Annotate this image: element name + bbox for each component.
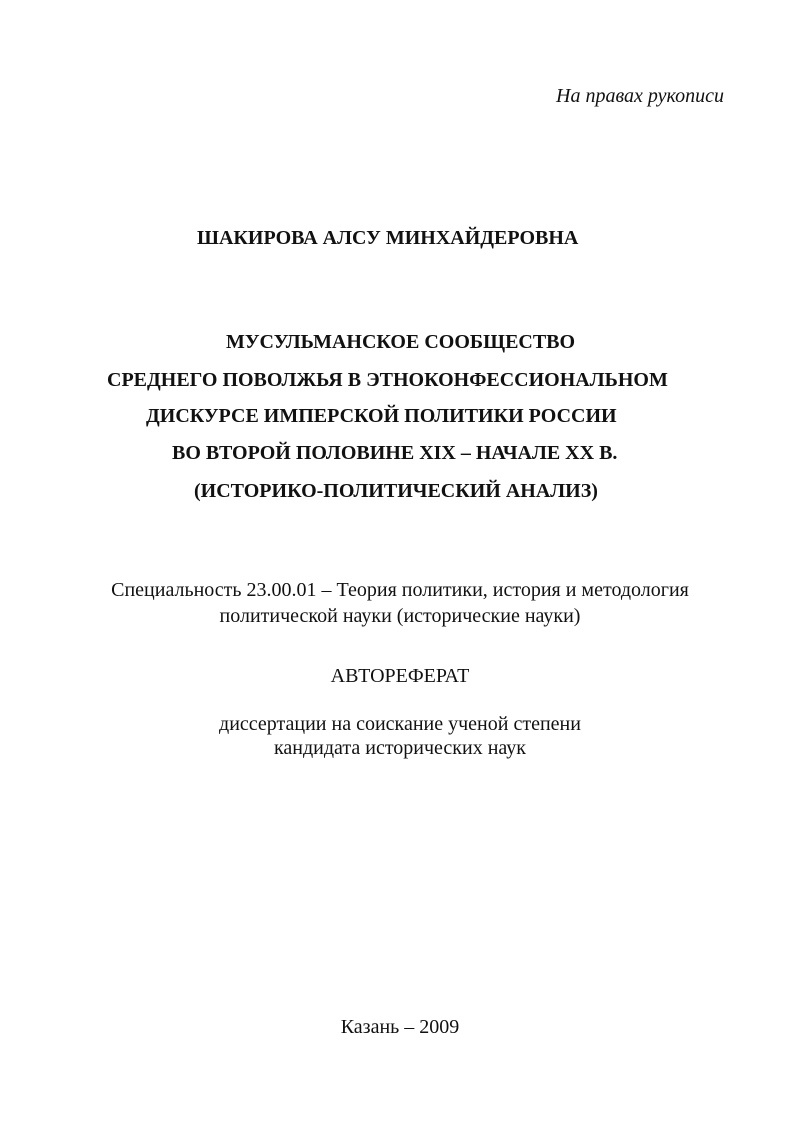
title-line-4-text: ВО ВТОРОЙ ПОЛОВИНЕ XIX – НАЧАЛЕ XX В. — [172, 442, 618, 464]
title-line-2-text: СРЕДНЕГО ПОВОЛЖЬЯ В ЭТНОКОНФЕССИОНАЛЬНОМ — [107, 369, 668, 391]
degree-line-1: диссертации на соискание ученой степени — [219, 713, 581, 735]
specialty-line-2: политической науки (исторические науки) — [219, 605, 581, 627]
rights-note: На правах рукописи — [556, 85, 724, 107]
specialty-line-1: Специальность 23.00.01 – Теория политики, история и методология — [111, 579, 689, 601]
title-line-5-text: (ИСТОРИКО-ПОЛИТИЧЕСКИЙ АНАЛИЗ) — [194, 480, 598, 502]
city-year: Казань – 2009 — [340, 1016, 460, 1038]
author-name: ШАКИРОВА АЛСУ МИНХАЙДЕРОВНА — [197, 227, 579, 249]
document-type: АВТОРЕФЕРАТ — [330, 665, 470, 687]
title-line-1-text: МУСУЛЬМАНСКОЕ СООБЩЕСТВО — [226, 331, 576, 353]
degree-line-2: кандидата исторических наук — [273, 737, 527, 759]
title-line-3-text: ДИСКУРСЕ ИМПЕРСКОЙ ПОЛИТИКИ РОССИИ — [146, 405, 617, 427]
